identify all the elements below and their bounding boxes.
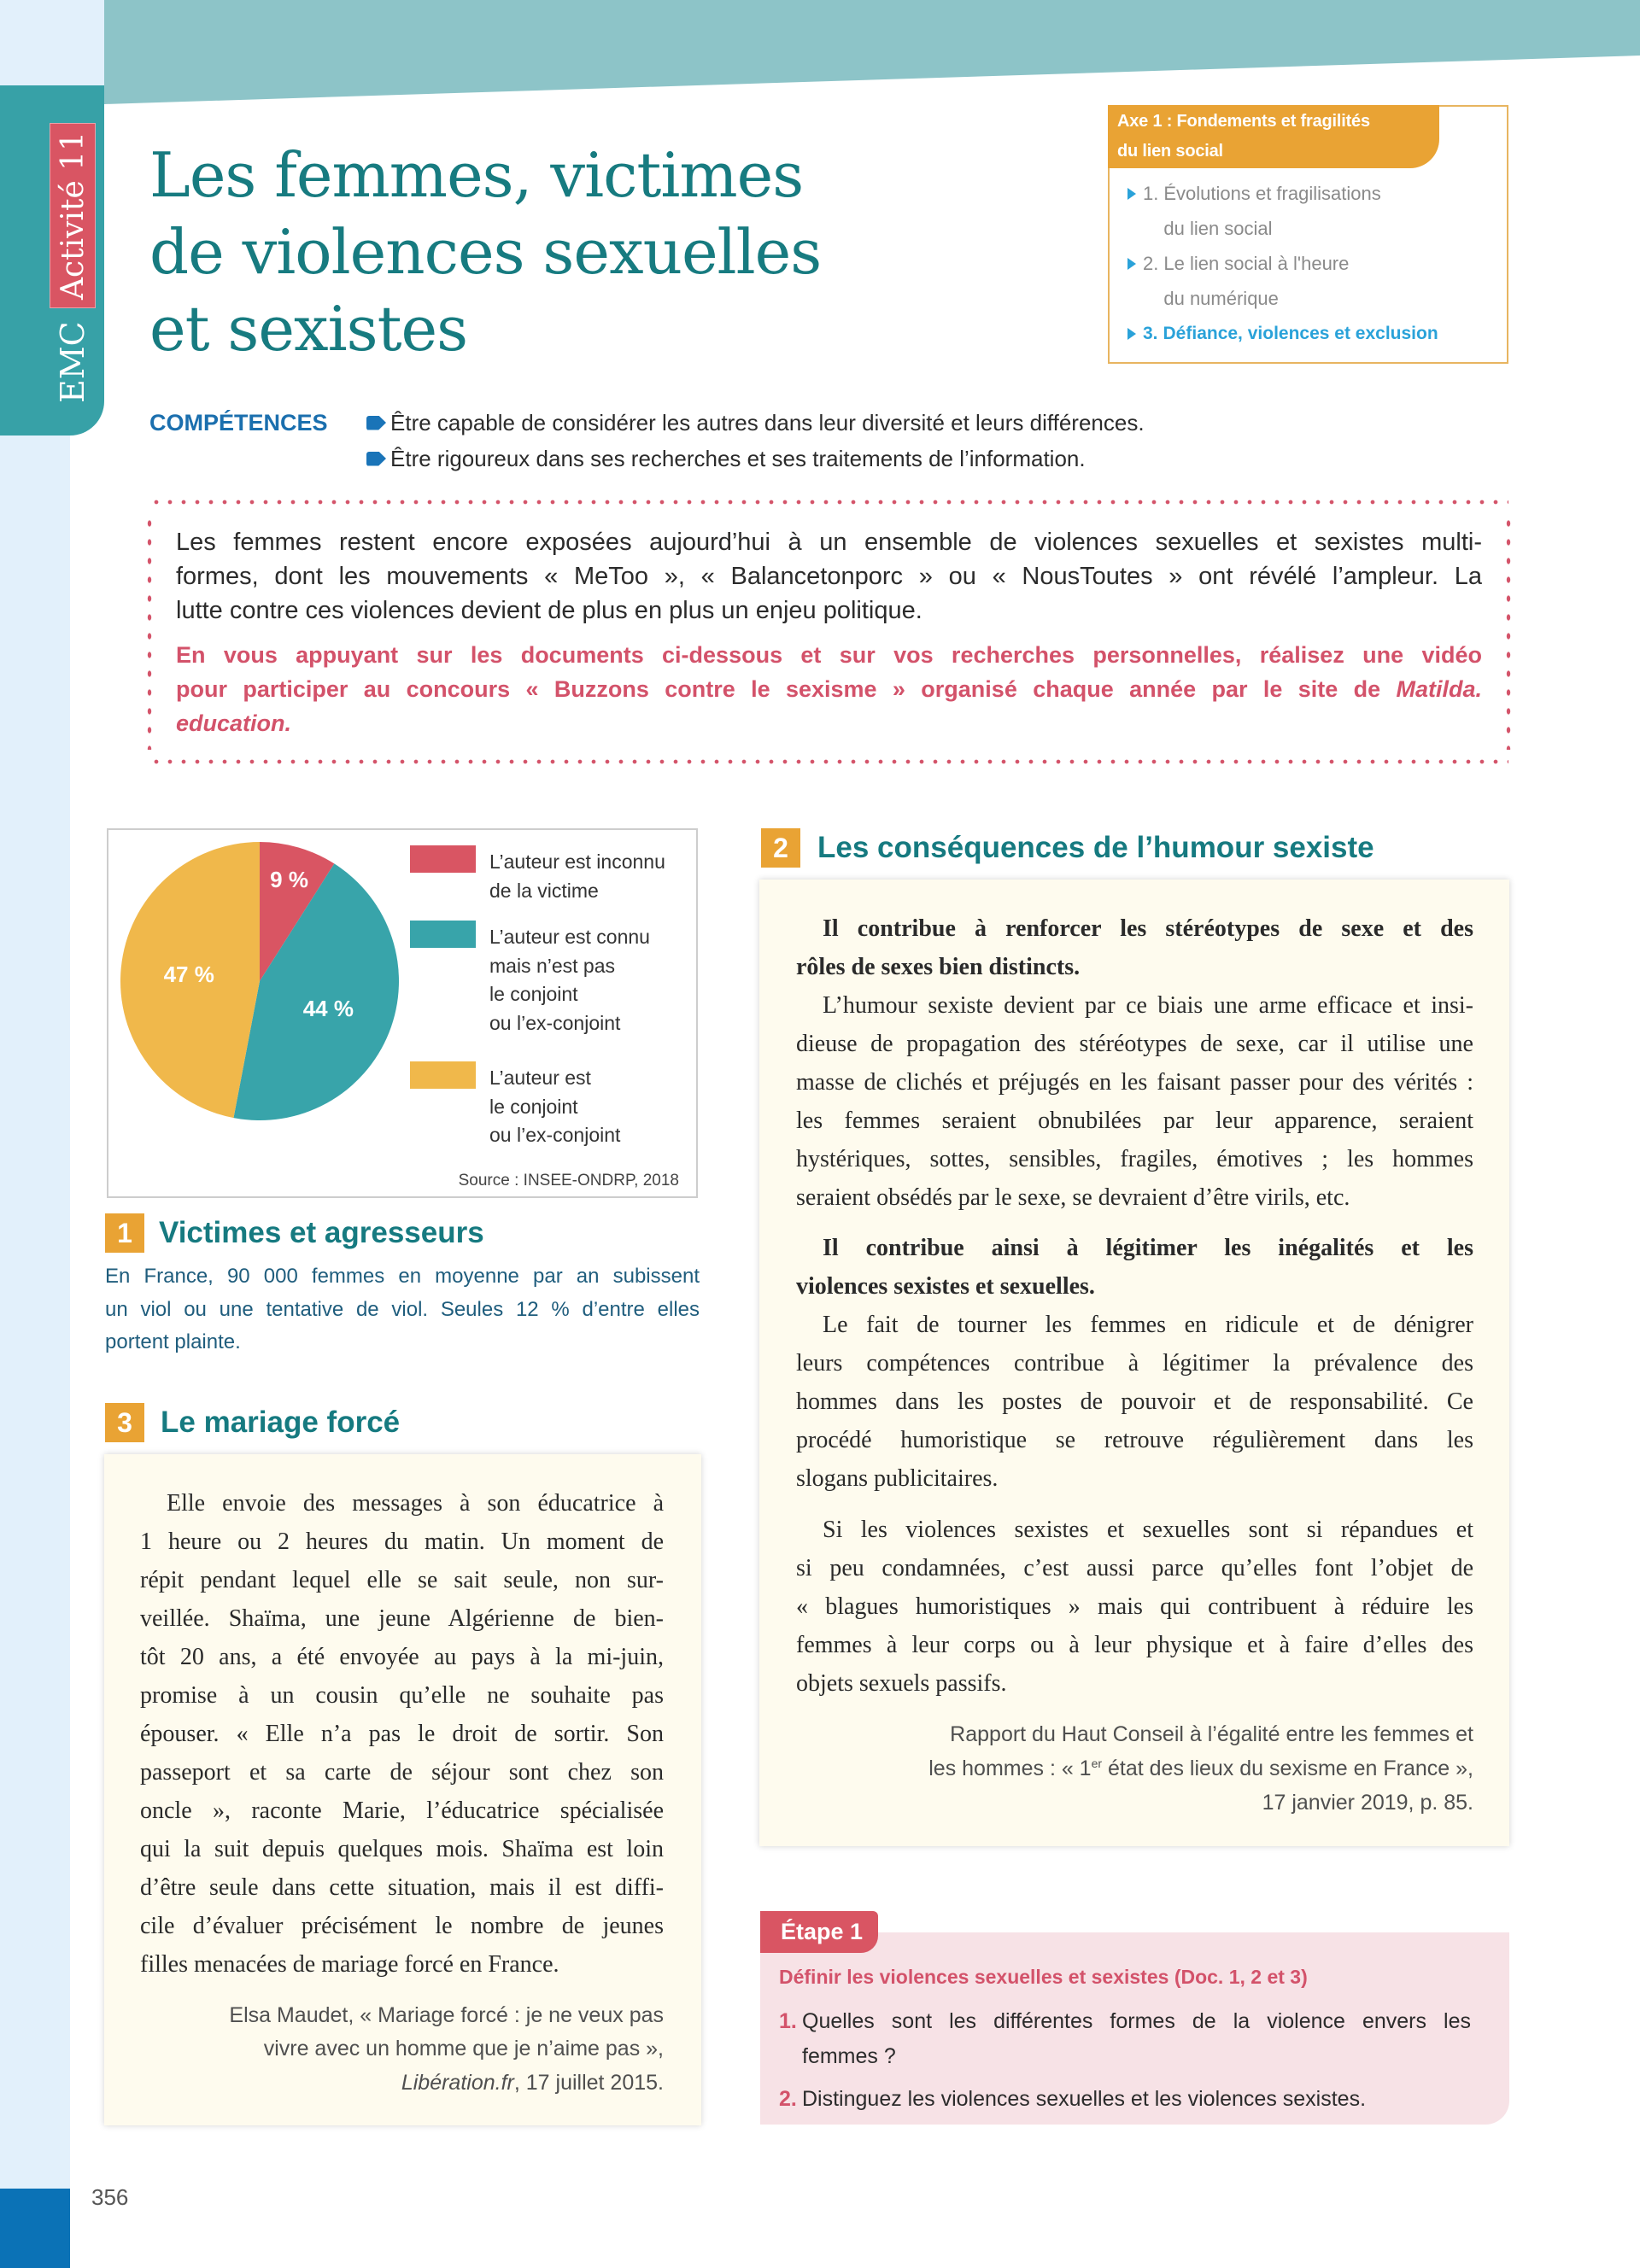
text-line: L’humour sexiste devient par ce biais une arme efficace et insi- (823, 991, 1473, 1019)
axis-header-line: Axe 1 : Fondements et fragilités (1117, 112, 1370, 131)
doc-bold-paragraph (796, 1229, 1473, 1306)
legend-line: le conjoint (489, 1095, 578, 1118)
doc-source (796, 1717, 1473, 1820)
question-number: 2. (779, 2086, 797, 2111)
text-line: femmes à leur corps ou à leur physique et à faire d’elles des (796, 1631, 1473, 1658)
chapter-title (1163, 176, 1380, 246)
text-line: rôles de sexes bien distincts. (796, 953, 1081, 980)
axis-box (1108, 105, 1508, 364)
legend-swatch (410, 921, 476, 948)
arrow-bullet-icon (366, 416, 386, 430)
caption-line: un viol ou une tentative de viol. Seules 12 % d’entre elles (105, 1297, 700, 1321)
site-name-part: Matilda. (1396, 676, 1482, 702)
text-line: slogans publicitaires. (796, 1464, 999, 1492)
pie-data-label: 44 % (302, 995, 354, 1021)
text-line: objets sexuels passifs. (796, 1669, 1007, 1697)
doc-paragraph (796, 1511, 1473, 1703)
doc-paragraph (796, 1306, 1473, 1498)
question-number: 1. (779, 2008, 797, 2033)
legend-label (489, 1064, 620, 1150)
dotted-border-top (149, 499, 1508, 506)
doc-caption (105, 1260, 700, 1359)
legend-item (410, 921, 650, 1038)
source-text: les hommes : « 1 (928, 1756, 1092, 1780)
instruction-line (176, 672, 1482, 706)
chapter-title (1163, 316, 1438, 351)
triangle-bullet-icon (1128, 188, 1136, 200)
text-line: cile d’évaluer précisément le nombre de jeunes (140, 1912, 664, 1939)
pie-data-label: 47 % (163, 962, 214, 988)
axis-chapter-list (1128, 176, 1438, 351)
chapter-title-line: Évolutions et fragilisations (1163, 183, 1381, 204)
competence-item (366, 405, 1145, 441)
question-line: Quelles sont les différentes formes de la violence envers les (802, 2008, 1471, 2033)
competences-label: COMPÉTENCES (149, 410, 328, 435)
text-line: violences sexistes et sexuelles. (796, 1272, 1095, 1300)
instruction-paragraph (176, 638, 1482, 740)
source-line: Rapport du Haut Conseil à l’égalité entre les femmes et (950, 1721, 1473, 1746)
competence-item (366, 441, 1145, 476)
legend-line: ou l’ex-conjoint (489, 1124, 621, 1146)
activity-badge: Activité 11 (50, 123, 96, 308)
dotted-border-bottom (149, 758, 1508, 765)
legend-label (489, 848, 665, 905)
source-line: vivre avec un homme que je n’aime pas », (263, 2037, 664, 2060)
text-line: 1 heure ou 2 heures du matin. Un moment de (140, 1528, 664, 1555)
chapter-item (1128, 246, 1438, 316)
doc-title: Le mariage forcé (161, 1406, 401, 1439)
question-text (802, 2004, 1471, 2074)
doc-number-badge: 2 (761, 828, 800, 868)
dotted-border-left (146, 514, 153, 750)
page-title (149, 137, 821, 367)
text-line: épouser. « Elle n’a pas le droit de sortir. Son (140, 1720, 664, 1747)
doc-paragraph (796, 986, 1473, 1217)
doc-body (796, 909, 1473, 1820)
competences-list (366, 405, 1145, 476)
chapter-number: 1. (1143, 183, 1159, 204)
text-line: oncle », raconte Marie, l’éducatrice spécialisée (140, 1797, 664, 1824)
legend-label (489, 923, 650, 1038)
text-line: passeport et sa carte de séjour sont chez son (140, 1758, 664, 1786)
pie-data-label: 9 % (270, 867, 308, 893)
chapter-item-current (1128, 316, 1438, 351)
left-margin-strip-top (0, 0, 104, 85)
question-line: Distinguez les violences sexuelles et les violences sexistes. (802, 2086, 1367, 2111)
chapter-title-line: Défiance, violences et exclusion (1163, 324, 1438, 343)
text-line: si peu condamnées, c’est aussi parce qu’elles font l’objet de (796, 1554, 1473, 1581)
side-tab-labels (48, 120, 97, 403)
arrow-bullet-icon (366, 452, 386, 466)
legend-line: ou l’ex-conjoint (489, 1011, 621, 1034)
chapter-number: 3. (1143, 324, 1158, 343)
text-line: tôt 20 ans, a été envoyée au pays à la mi-juin, (140, 1643, 664, 1670)
question-item (779, 2082, 1471, 2117)
header-band (104, 0, 1640, 107)
text-line: Elle envoie des messages à son éducatrice à (167, 1489, 664, 1517)
page-title-line: et sexistes (149, 293, 468, 365)
page-title-line: Les femmes, victimes (149, 139, 804, 211)
chart-source: Source : INSEE-ONDRP, 2018 (458, 1172, 679, 1190)
source-line (796, 1751, 1473, 1786)
text-line: Il contribue ainsi à légitimer les inégalités et les (823, 1234, 1473, 1261)
source-date: , 17 juillet 2015. (513, 2070, 664, 2095)
legend-swatch (410, 845, 476, 873)
text-line: leurs compétences contribue à légitimer la prévalence des (796, 1349, 1473, 1377)
text-line: filles menacées de mariage forcé en France. (140, 1950, 559, 1978)
legend-line: le conjoint (489, 983, 578, 1005)
chapter-title-line: du lien social (1163, 218, 1273, 239)
text-line: qui la suit depuis quelques mois. Shaïma est loin (140, 1835, 664, 1862)
text-line: Si les violences sexistes et sexuelles sont si répandues et (823, 1516, 1473, 1543)
text-line: d’être seule dans cette situation, mais il est diffi- (140, 1873, 664, 1901)
competence-text: Être capable de considérer les autres dans leur diversité et leurs différences. (390, 410, 1145, 435)
legend-swatch (410, 1061, 476, 1089)
chapter-item (1128, 176, 1438, 246)
legend-line: L’auteur est connu (489, 926, 650, 948)
chapter-title (1163, 246, 1349, 316)
publication-name: Libération.fr (401, 2070, 514, 2095)
triangle-bullet-icon (1128, 328, 1136, 340)
dotted-border-right (1505, 514, 1512, 750)
competence-text: Être rigoureux dans ses recherches et ses traitements de l’information. (390, 446, 1086, 471)
instruction-line (176, 706, 1482, 740)
etape-tab: Étape 1 (760, 1911, 878, 1953)
text-line: Il contribue à renforcer les stéréotypes de sexe et des (823, 915, 1473, 942)
axis-header (1108, 105, 1439, 168)
doc-text-box (104, 1454, 701, 2125)
doc-paragraph (140, 1484, 664, 1984)
question-text (802, 2082, 1471, 2117)
legend-item (410, 845, 665, 905)
chapter-number: 2. (1143, 253, 1159, 274)
text-line: veillée. Shaïma, une jeune Algérienne de bien- (140, 1605, 664, 1632)
text-line: les femmes seraient obnubilées par leur apparence, seraient (796, 1107, 1473, 1134)
source-line (140, 2066, 664, 2101)
page-number: 356 (91, 2184, 129, 2210)
triangle-bullet-icon (1128, 258, 1136, 270)
footer-color-block (0, 2189, 70, 2268)
subject-label: EMC (54, 321, 91, 403)
caption-line: En France, 90 000 femmes en moyenne par an subissent (105, 1265, 700, 1288)
intro-line: lutte contre ces violences devient de plus en plus un enjeu politique. (176, 597, 922, 624)
text-line: dieuse de propagation des stéréotypes de sexe, car il utilise une (796, 1030, 1473, 1057)
doc-number-badge: 1 (105, 1213, 144, 1253)
source-line: Elsa Maudet, « Mariage forcé : je ne veux pas (229, 2002, 664, 2027)
etape-heading: Définir les violences sexuelles et sexistes (Doc. 1, 2 et 3) (779, 1966, 1308, 1988)
text-line: hystériques, sottes, sensibles, fragiles, émotives ; les hommes (796, 1145, 1473, 1172)
legend-line: L’auteur est (489, 1067, 591, 1089)
chapter-title-line: du numérique (1163, 288, 1279, 309)
chapter-title-line: Le lien social à l'heure (1163, 253, 1350, 274)
intro-line: formes, dont les mouvements « MeToo », « Balancetonporc » ou « NousToutes » ont révélé l’ampleur. La (176, 563, 1482, 590)
site-name-part: education. (176, 710, 292, 736)
text-line: masse de clichés et préjugés en les faisant passer pour des vérités : (796, 1068, 1473, 1096)
text-line: « blagues humoristiques » mais qui contribuent à réduire les (796, 1593, 1473, 1620)
source-text: état des lieux du sexisme en France », (1102, 1756, 1473, 1780)
doc-number-badge: 3 (105, 1403, 144, 1442)
legend-line: L’auteur est inconnu (489, 850, 665, 873)
text-line: procédé humoristique se retrouve régulièrement dans les (796, 1426, 1473, 1453)
doc-title: Les conséquences de l’humour sexiste (817, 831, 1374, 864)
doc-source (140, 1999, 664, 2101)
legend-item (410, 1061, 620, 1150)
doc-title: Victimes et agresseurs (159, 1216, 484, 1249)
instruction-line: En vous appuyant sur les documents ci-dessous et sur vos recherches personnelles, réalisez une vidéo (176, 642, 1482, 668)
legend-line: mais n’est pas (489, 954, 616, 977)
text-line: hommes dans les postes de pouvoir et de responsabilité. Ce (796, 1388, 1473, 1415)
question-line: femmes ? (802, 2043, 896, 2068)
text-line: Le fait de tourner les femmes en ridicule et de dénigrer (823, 1311, 1473, 1338)
text-line: seraient obsédés par le sexe, se devraient d’être virils, etc. (796, 1184, 1350, 1211)
question-item (779, 2004, 1471, 2074)
doc-text-box (759, 880, 1509, 1846)
intro-paragraph (176, 525, 1482, 628)
pie-chart-box (107, 828, 698, 1198)
source-line: 17 janvier 2019, p. 85. (1262, 1790, 1473, 1815)
ordinal-suffix: er (1091, 1756, 1103, 1770)
instruction-text: pour participer au concours « Buzzons contre le sexisme » organisé chaque année par le site de (176, 676, 1397, 702)
caption-line: portent plainte. (105, 1330, 241, 1353)
text-line: promise à un cousin qu’elle ne souhaite pas (140, 1681, 664, 1709)
axis-header-line: du lien social (1117, 142, 1223, 161)
intro-line: Les femmes restent encore exposées aujourd’hui à un ensemble de violences sexuelles et sexistes multi- (176, 529, 1482, 556)
doc-bold-paragraph (796, 909, 1473, 986)
page-title-line: de violences sexuelles (149, 216, 822, 288)
legend-line: de la victime (489, 879, 599, 902)
text-line: répit pendant lequel elle se sait seule, non sur- (140, 1566, 664, 1593)
intro-box (149, 502, 1508, 762)
